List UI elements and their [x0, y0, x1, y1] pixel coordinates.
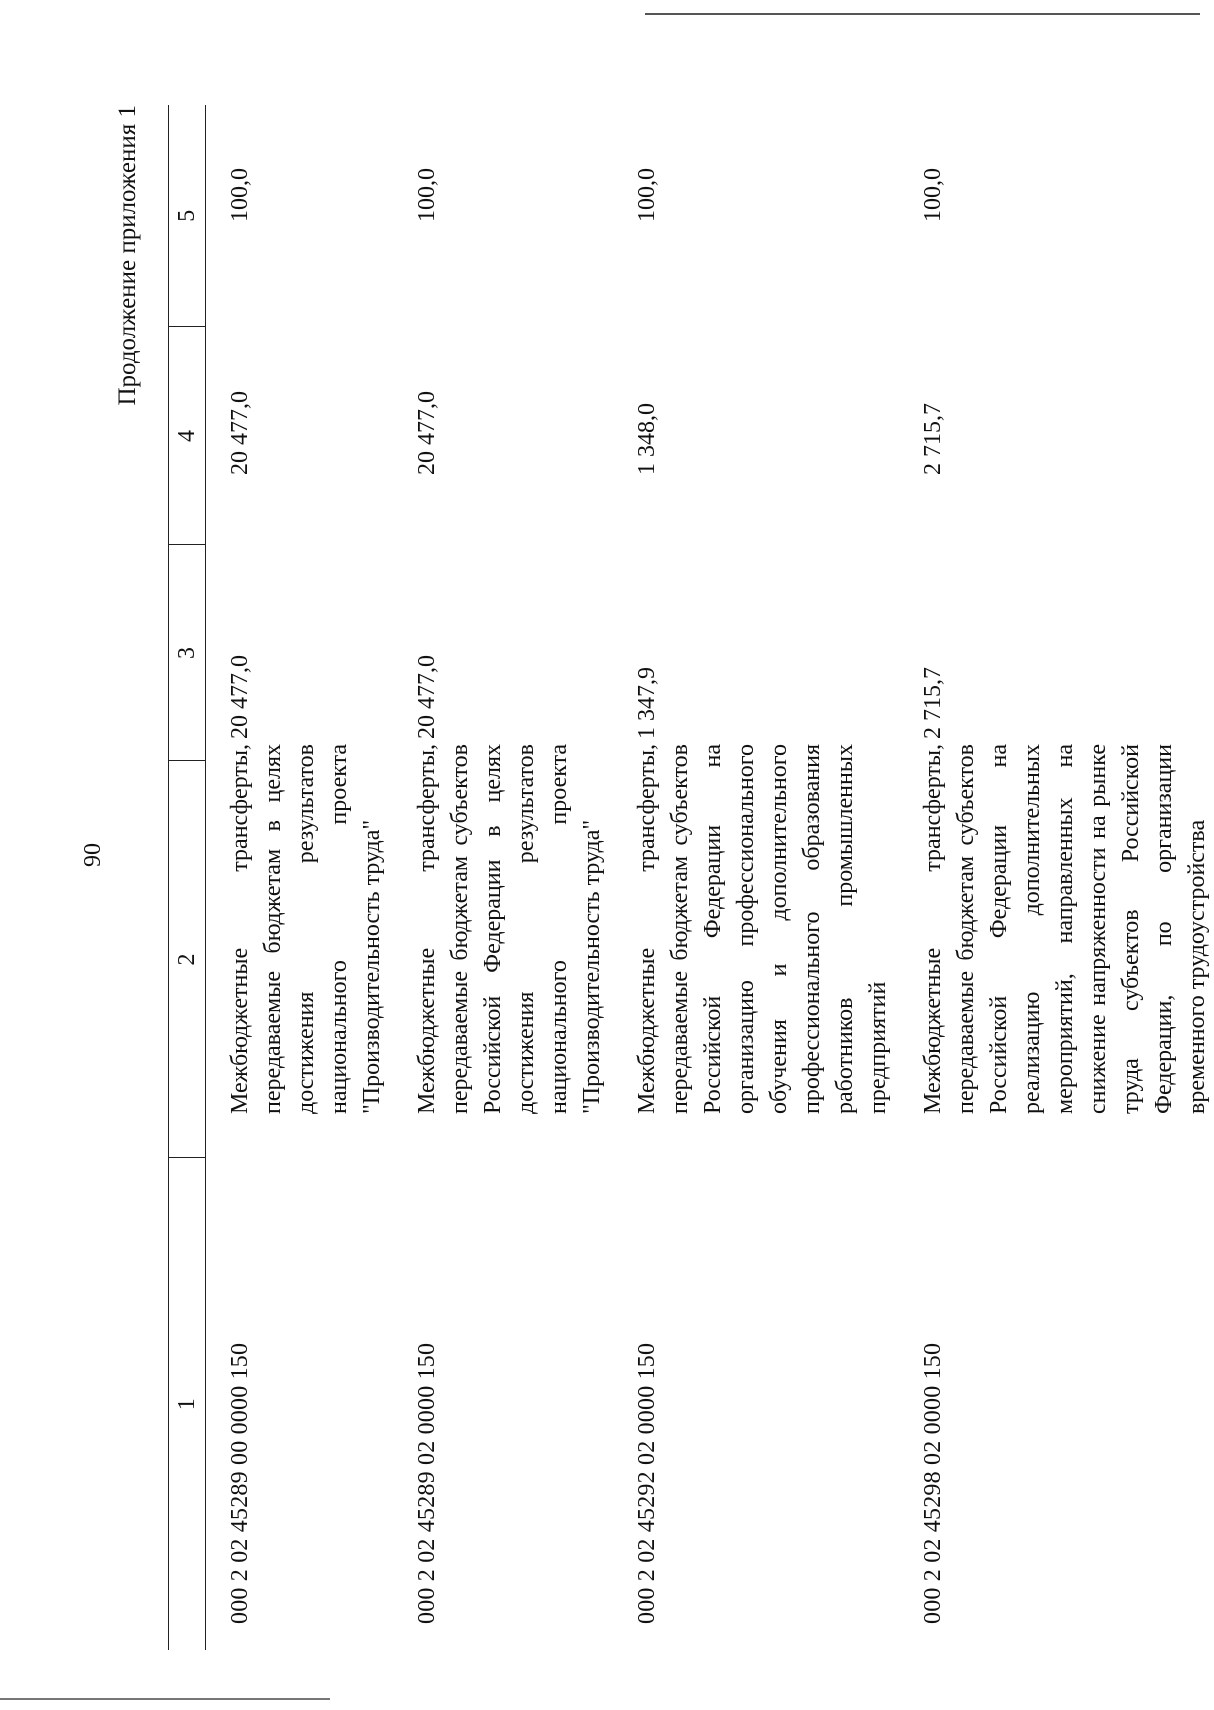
- budget-code-cell: 000 2 02 45289 02 0000 150: [414, 1342, 440, 1624]
- continuation-label: Продолжение приложения 1: [114, 105, 141, 406]
- value-cell-col4: 1 348,0: [634, 403, 660, 475]
- table-header-row: [169, 105, 206, 1650]
- column-header: 3: [169, 545, 206, 761]
- income-name-text: Межбюджетные трансферты, передаваемые бюджетам субъектов Российской Федерации на организацию профессионального обучения и дополнительного профессионального образования работников промышленных предприятий: [634, 744, 891, 1114]
- income-name-cell: [609, 744, 895, 1158]
- column-header: 1: [169, 1158, 206, 1650]
- table-row: [206, 105, 390, 1650]
- page-number: 90: [80, 843, 106, 867]
- value-cell-col5: 100,0: [414, 168, 440, 222]
- column-header: 4: [169, 327, 206, 545]
- value-cell-col5: 100,0: [227, 168, 253, 222]
- table-row: [609, 105, 895, 1650]
- table-row: [389, 105, 609, 1650]
- value-cell-col5: 100,0: [634, 168, 660, 222]
- income-name-text: Межбюджетные трансферты, передаваемые бюджетам субъектов Российской Федерации в целях достижения результатов национального проекта "Производительность труда": [414, 744, 605, 1114]
- value-cell-col3: 2 715,7: [920, 667, 946, 739]
- budget-code-cell: 000 2 02 45298 02 0000 150: [920, 1342, 946, 1624]
- income-name-cell: [895, 744, 1214, 1158]
- budget-code-cell: 000 2 02 45292 02 0000 150: [634, 1342, 660, 1624]
- appendix-table: [168, 105, 1214, 1650]
- value-cell-col3: 1 347,9: [634, 667, 660, 739]
- value-cell-col5: 100,0: [920, 168, 946, 222]
- income-name-text: Межбюджетные трансферты, передаваемые бюджетам в целях достижения результатов национального проекта "Производительность труда": [227, 744, 385, 1114]
- table-row: [895, 105, 1214, 1650]
- value-cell-col3: 20 477,0: [227, 655, 253, 739]
- value-cell-col4: 2 715,7: [920, 403, 946, 475]
- income-name-cell: [206, 744, 390, 1158]
- budget-code-cell: 000 2 02 45289 00 0000 150: [227, 1342, 253, 1624]
- value-cell-col3: 20 477,0: [414, 655, 440, 739]
- column-header: 5: [169, 105, 206, 327]
- column-header: 2: [169, 761, 206, 1158]
- value-cell-col4: 20 477,0: [414, 391, 440, 475]
- value-cell-col4: 20 477,0: [227, 391, 253, 475]
- income-name-cell: [389, 744, 609, 1158]
- income-name-text: Межбюджетные трансферты, передаваемые бюджетам субъектов Российской Федерации на реализацию дополнительных мероприятий, направленных на снижение напряженности на рынке труда субъектов Российской Федерации, по организации временного трудоустройства: [920, 744, 1210, 1114]
